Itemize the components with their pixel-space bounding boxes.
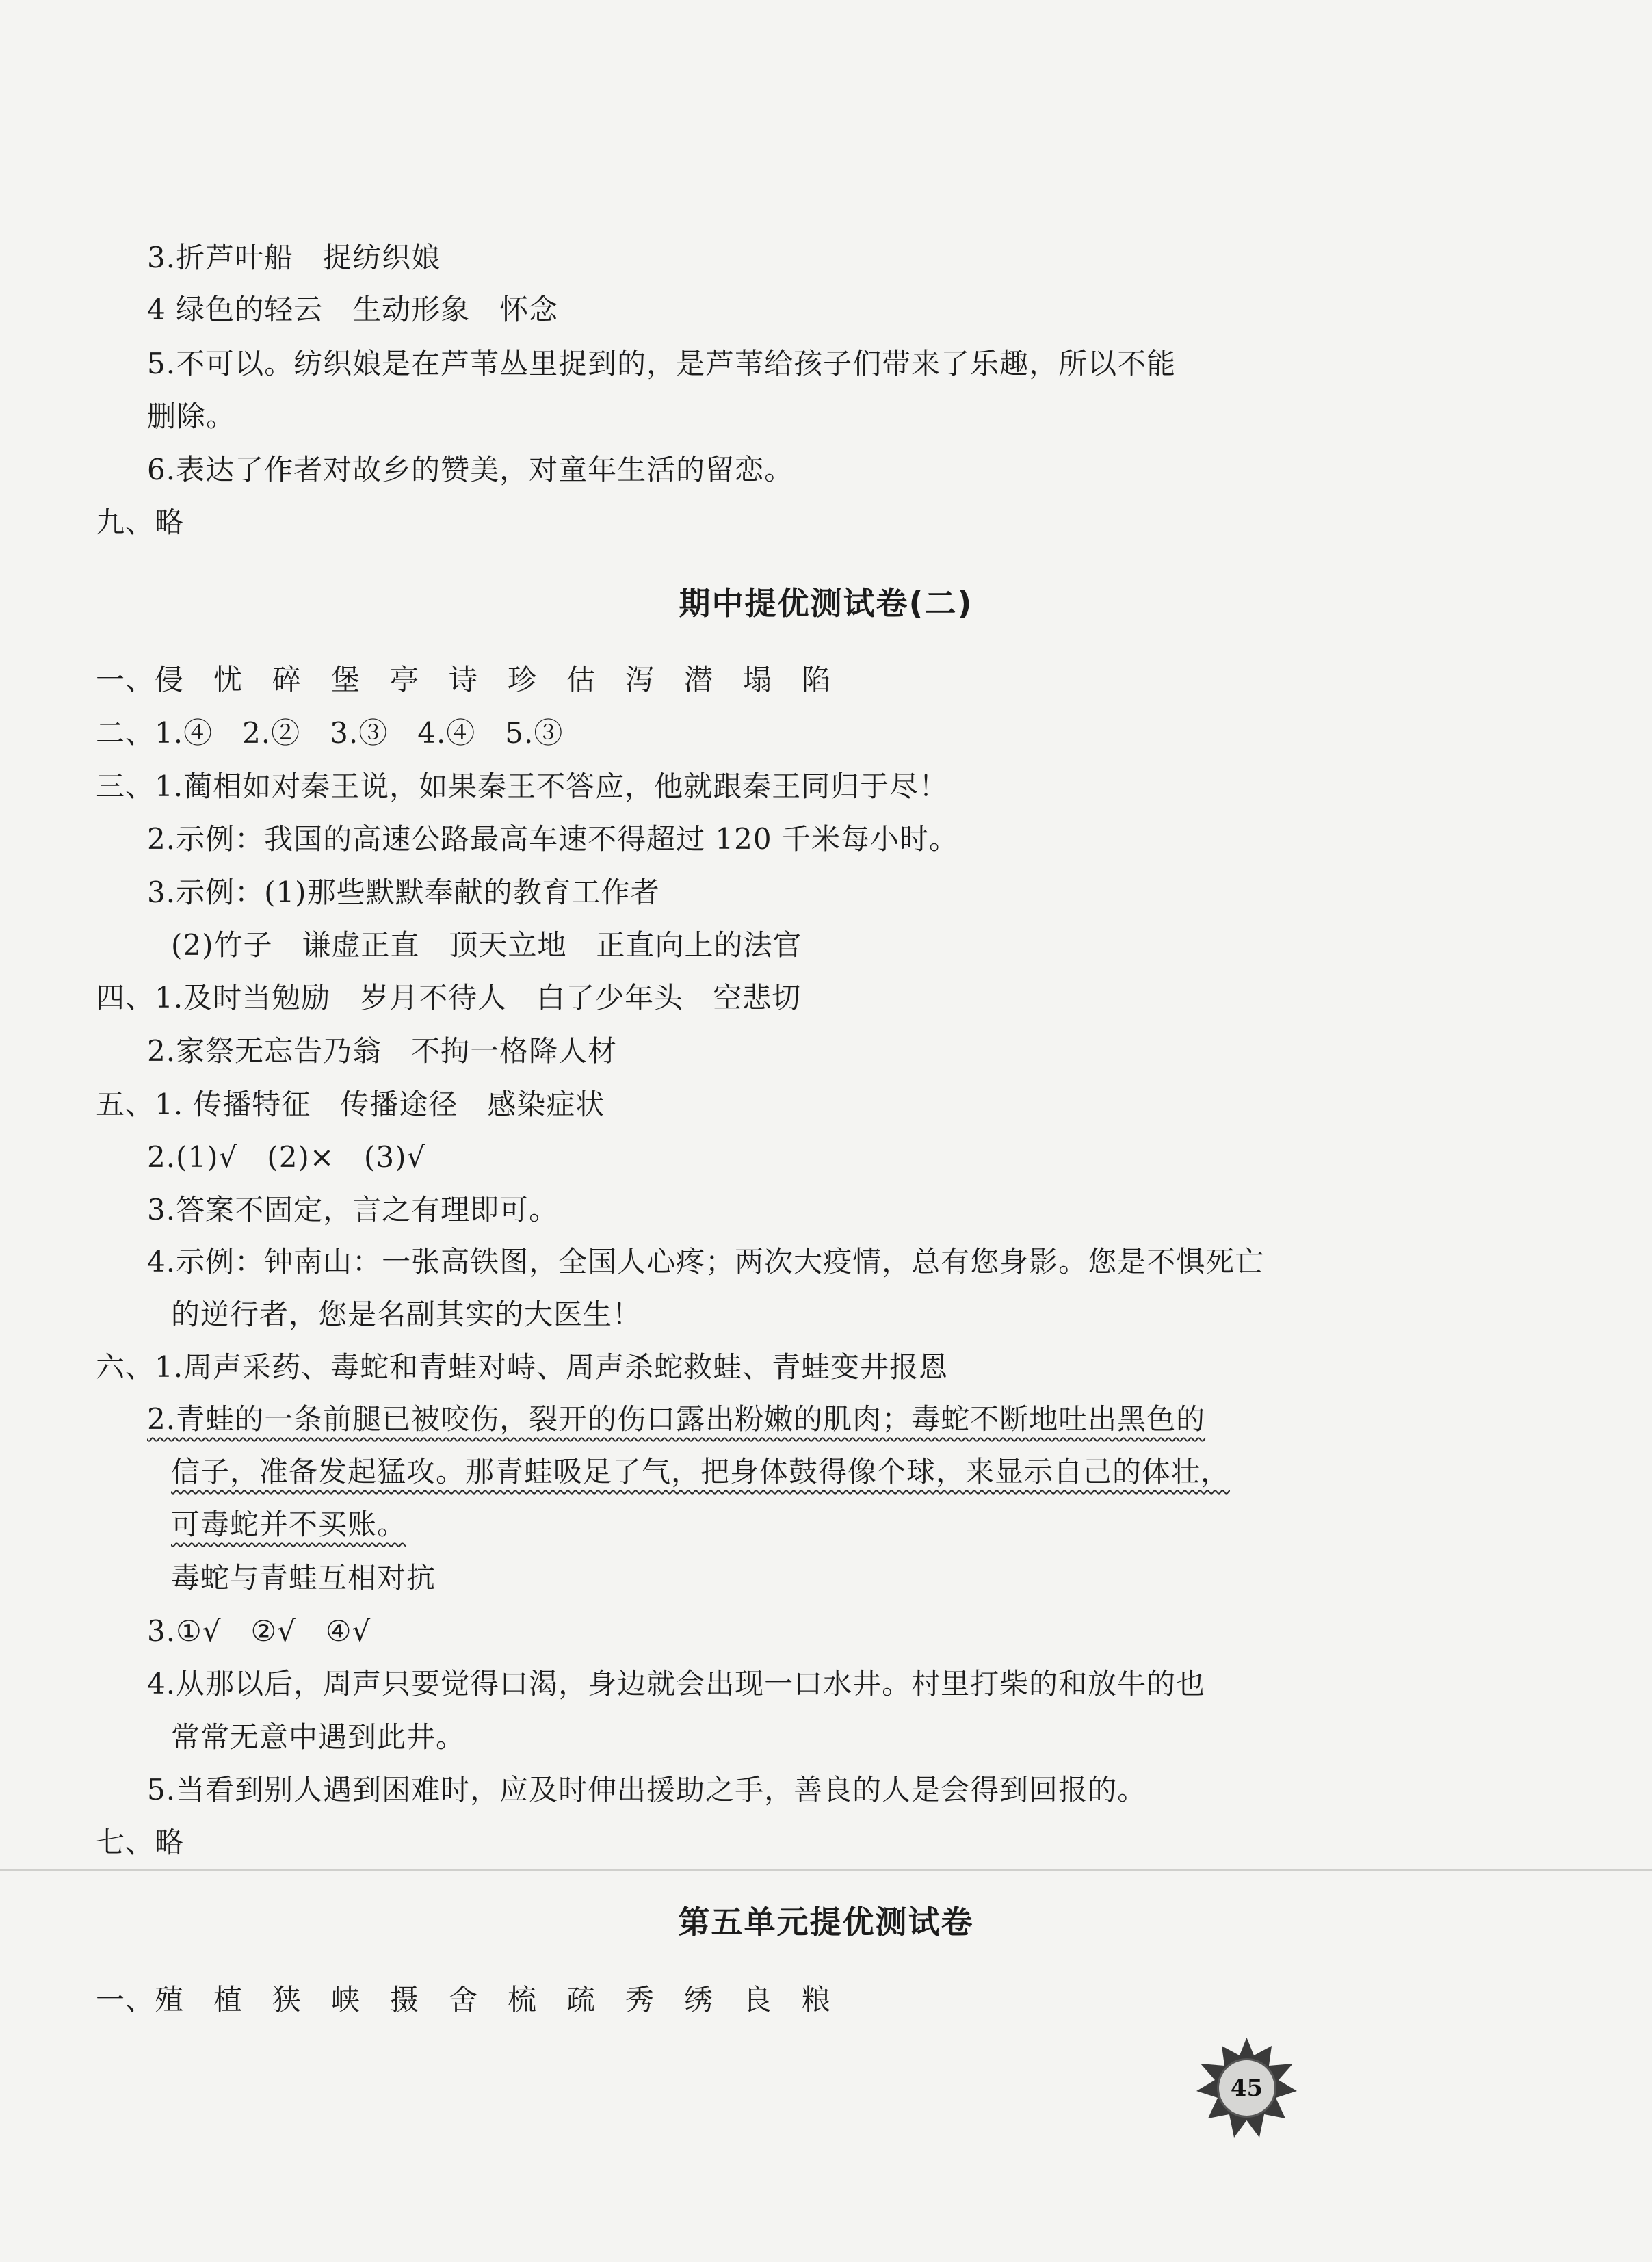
answer-line-underlined: 2.青蛙的一条前腿已被咬伤，裂开的伤口露出粉嫩的肌肉；毒蛇不断地吐出黑色的 — [147, 1402, 1206, 1436]
answer-line: 一、侵 忧 碎 堡 亭 诗 珍 估 泻 潜 塌 陷 — [96, 663, 832, 696]
answer-line: 3.①√ ②√ ④√ — [147, 1614, 371, 1648]
answer-line: 4.从那以后，周声只要觉得口渴，身边就会出现一口水井。村里打柴的和放牛的也 — [147, 1667, 1206, 1700]
answer-line: 毒蛇与青蛙互相对抗 — [171, 1561, 436, 1594]
answer-line: 3.折芦叶船 捉纺织娘 — [147, 241, 441, 274]
answer-line-underlined: 信子，准备发起猛攻。那青蛙吸足了气，把身体鼓得像个球，来显示自己的体壮， — [171, 1455, 1231, 1488]
section-title-midterm: 期中提优测试卷(二) — [679, 585, 973, 622]
answer-line: 九、略 — [96, 505, 185, 539]
page-number-badge — [1194, 2035, 1300, 2141]
answer-line: 3.示例：(1)那些默默奉献的教育工作者 — [147, 876, 660, 909]
answer-line: 5.当看到别人遇到困难时，应及时伸出援助之手，善良的人是会得到回报的。 — [147, 1773, 1147, 1806]
answer-line: 4 绿色的轻云 生动形象 怀念 — [147, 293, 559, 326]
answer-line: 七、略 — [96, 1826, 185, 1859]
answer-line: 2.示例：我国的高速公路最高车速不得超过 120 千米每小时。 — [147, 822, 958, 856]
page-fold-line — [0, 1869, 1652, 1871]
answer-line: (2)竹子 谦虚正直 顶天立地 正直向上的法官 — [171, 928, 802, 962]
answer-line: 5.不可以。纺织娘是在芦苇丛里捉到的，是芦苇给孩子们带来了乐趣，所以不能 — [147, 347, 1177, 380]
page-number: 45 — [1230, 2074, 1263, 2102]
answer-line: 六、1.周声采药、毒蛇和青蛙对峙、周声杀蛇救蛙、青蛙变井报恩 — [96, 1350, 949, 1384]
section-title-unit5: 第五单元提优测试卷 — [678, 1904, 974, 1941]
answer-line: 6.表达了作者对故乡的赞美，对童年生活的留恋。 — [147, 453, 794, 486]
answer-line-underlined: 可毒蛇并不买账。 — [171, 1508, 407, 1541]
answer-line: 2.(1)√ (2)× (3)√ — [147, 1140, 426, 1174]
answer-line: 一、殖 植 狭 峡 摄 舍 梳 疏 秀 绣 良 粮 — [96, 1983, 832, 2016]
answer-line: 三、1.蔺相如对秦王说，如果秦王不答应，他就跟秦王同归于尽！ — [96, 770, 949, 803]
answer-line: 3.答案不固定，言之有理即可。 — [147, 1193, 559, 1226]
answer-line: 2.家祭无忘告乃翁 不拘一格降人材 — [147, 1034, 618, 1068]
answer-line: 二、1.④ 2.② 3.③ 4.④ 5.③ — [96, 716, 564, 750]
answer-line: 四、1.及时当勉励 岁月不待人 白了少年头 空悲切 — [96, 981, 802, 1014]
answer-line: 常常无意中遇到此井。 — [171, 1720, 466, 1754]
answer-line: 五、1. 传播特征 传播途径 感染症状 — [96, 1088, 605, 1121]
answer-line: 4.示例：钟南山：一张高铁图，全国人心疼；两次大疫情，总有您身影。您是不惧死亡 — [147, 1245, 1265, 1278]
answer-line: 的逆行者，您是名副其实的大医生！ — [171, 1298, 642, 1331]
answer-line: 删除。 — [147, 399, 236, 433]
